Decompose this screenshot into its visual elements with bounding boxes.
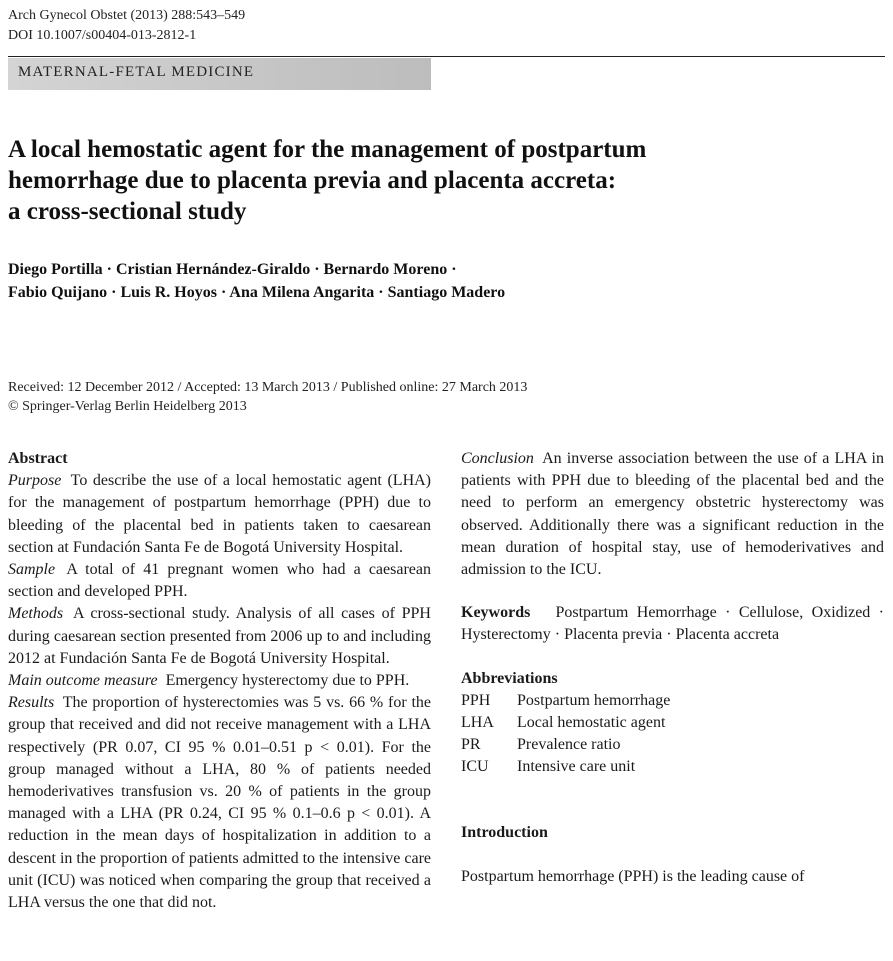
introduction-text: Postpartum hemorrhage (PPH) is the leading cause of <box>461 867 805 885</box>
abstract-outcome <box>8 670 431 692</box>
abbreviation-term: PR <box>461 736 481 754</box>
header-rule <box>8 56 885 57</box>
abstract-column <box>8 448 431 914</box>
copyright: © Springer-Verlag Berlin Heidelberg 2013 <box>8 399 247 414</box>
keywords-text: Postpartum Hemorrhage · Cellulose, Oxidized · Hysterectomy · Placenta previa · Placenta accreta <box>461 604 885 644</box>
sample-label: Sample <box>8 561 56 579</box>
abbreviation-definition: Local hemostatic agent <box>517 714 666 732</box>
abbreviation-term: LHA <box>461 714 494 732</box>
title-line: A local hemostatic agent for the management of postpartum <box>8 136 647 163</box>
purpose-label: Purpose <box>8 472 62 490</box>
abstract-heading: Abstract <box>8 450 68 467</box>
publication-info <box>8 378 868 416</box>
abstract-conclusion <box>461 448 884 581</box>
sample-text: A total of 41 pregnant women who had a caesarean section and developed PPH. <box>8 561 431 601</box>
purpose-text: To describe the use of a local hemostatic agent (LHA) for the management of postpartum hemorrhage (PPH) due to bleeding of the placental bed in patients taken to caesarean section at Fundación Santa Fe de Bogotá University Hospital. <box>8 472 431 556</box>
doi: DOI 10.1007/s00404-013-2812-1 <box>8 28 197 43</box>
introduction-heading: Introduction <box>461 823 548 841</box>
publication-dates: Received: 12 December 2012 / Accepted: 13 March 2013 / Published online: 27 March 2013 <box>8 380 528 395</box>
methods-text: A cross-sectional study. Analysis of all cases of PPH during caesarean section presented from 2006 up to and including 2012 at Fundación Santa Fe de Bogotá University Hospital. <box>8 605 431 667</box>
abstract-sample <box>8 559 431 603</box>
keywords-label: Keywords <box>461 604 531 622</box>
abbreviation-term: PPH <box>461 691 491 709</box>
abbreviation-definition: Postpartum hemorrhage <box>517 691 671 709</box>
journal-citation: Arch Gynecol Obstet (2013) 288:543–549 <box>8 8 246 23</box>
results-text: The proportion of hysterectomies was 5 vs. 66 % for the group that received and did not receive management with a LHA respectively (PR 0.07, CI 95 % 0.01–0.51 p < 0.01). For the group managed without a LHA, 80 % of patients needed hemoderivatives transfusion vs. 20 % of patients in the group managed with a LHA (PR 0.24, CI 95 % 0.1–0.6 p < 0.01). A reduction in the mean days of hospitalization in addition to a descent in the proportion of patients admitted to the intensive care unit (ICU) was noticed when comparing the group that received a LHA versus the one that did not. <box>8 694 432 912</box>
results-label: Results <box>8 694 55 712</box>
abbreviations-list <box>461 690 884 779</box>
abstract-purpose <box>8 470 431 559</box>
right-column <box>461 448 884 888</box>
abbreviation-definition: Intensive care unit <box>517 758 636 776</box>
author-line: Fabio Quijano · Luis R. Hoyos · Ana Milena Angarita · Santiago Madero <box>8 284 506 301</box>
title-line: a cross-sectional study <box>8 198 247 225</box>
abbreviation-row <box>461 756 884 778</box>
methods-label: Methods <box>8 605 64 623</box>
journal-info <box>8 6 245 46</box>
abbreviation-term: ICU <box>461 758 489 776</box>
outcome-text: Emergency hysterectomy due to PPH. <box>165 672 410 690</box>
abbreviation-row <box>461 690 884 712</box>
abbreviation-definition: Prevalence ratio <box>517 736 621 754</box>
keywords <box>461 602 884 646</box>
abbreviation-row <box>461 712 884 734</box>
abbreviation-row <box>461 734 884 756</box>
section-label: MATERNAL-FETAL MEDICINE <box>18 64 255 80</box>
conclusion-label: Conclusion <box>461 450 534 467</box>
title-line: hemorrhage due to placenta previa and placenta accreta: <box>8 167 617 194</box>
abstract-results <box>8 692 431 914</box>
abstract-methods <box>8 603 431 670</box>
conclusion-text: An inverse association between the use of a LHA in patients with PPH due to bleeding of the placental bed and the need to perform an emergency obstetric hysterectomy was observed. Additionally there was a significant reduction in the mean duration of hospital stay, use of hemoderivatives and admission to the ICU. <box>461 450 885 579</box>
outcome-label: Main outcome measure <box>8 672 158 690</box>
author-line: Diego Portilla · Cristian Hernández-Giraldo · Bernardo Moreno · <box>8 261 457 278</box>
article-title <box>8 134 868 227</box>
author-list <box>8 258 868 304</box>
section-band <box>8 58 431 90</box>
abbreviations-heading: Abbreviations <box>461 669 558 687</box>
